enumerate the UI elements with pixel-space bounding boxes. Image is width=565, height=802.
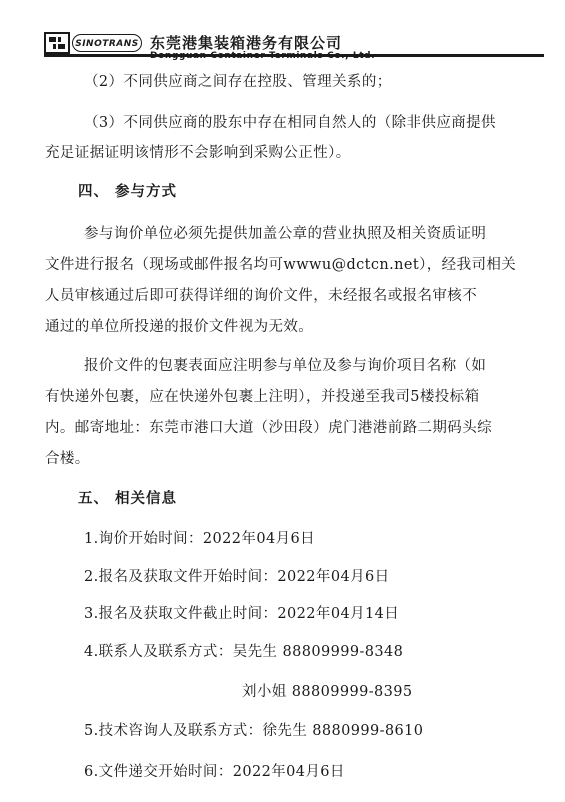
info-item-6: 6.文件递交开始时间：2022年04月6日 <box>84 764 345 780</box>
section-4-heading: 四、 参与方式 <box>78 184 178 200</box>
section-4-para-1-line-4: 通过的单位所投递的报价文件视为无效。 <box>45 319 314 335</box>
info-item-1: 1.询价开始时间：2022年04月6日 <box>84 531 316 547</box>
info-item-2: 2.报名及获取文件开始时间：2022年04月6日 <box>84 569 390 585</box>
info-item-5: 5.技术咨询人及联系方式：徐先生 8880999-8610 <box>84 723 424 739</box>
company-name-cn: 东莞港集装箱港务有限公司 <box>150 34 343 52</box>
header-rule <box>44 54 544 57</box>
section-4-para-2-line-3: 内。邮寄地址：东莞市港口大道（沙田段）虎门港港前路二期码头综 <box>45 420 492 436</box>
section-4-para-1-line-2: 文件进行报名（现场或邮件报名均可wwwu@dctcn.net），经我司相关 <box>45 257 517 273</box>
company-logo-icon <box>44 32 70 54</box>
item-3-line-1: （3）不同供应商的股东中存在相同自然人的（除非供应商提供 <box>84 115 496 131</box>
section-4-para-2-line-2: 有快递外包裹，应在快递外包裹上注明），并投递至我司5楼投标箱 <box>45 389 480 405</box>
item-3-line-2: 充足证据证明该情形不会影响到采购公正性）。 <box>45 145 351 161</box>
section-5-heading: 五、 相关信息 <box>78 491 178 507</box>
info-item-3: 3.报名及获取文件截止时间：2022年04月14日 <box>84 606 400 622</box>
section-4-para-1-line-1: 参与询价单位必须先提供加盖公章的营业执照及相关资质证明 <box>84 226 487 242</box>
item-2: （2）不同供应商之间存在控股、管理关系的； <box>84 74 392 90</box>
logo-badge: SINOTRANS <box>72 34 142 52</box>
info-item-4: 4.联系人及联系方式：吴先生 88809999-8348 <box>84 644 404 660</box>
letterhead <box>44 30 544 70</box>
section-4-para-1-line-3: 人员审核通过后即可获得详细的询价文件，未经报名或报名审核不 <box>45 288 478 304</box>
section-4-para-2-line-1: 报价文件的包裹表面应注明参与单位及参与询价项目名称（如 <box>84 358 487 374</box>
info-item-4-second-contact: 刘小姐 88809999-8395 <box>242 684 413 700</box>
section-4-para-2-line-4: 合楼。 <box>45 451 90 467</box>
